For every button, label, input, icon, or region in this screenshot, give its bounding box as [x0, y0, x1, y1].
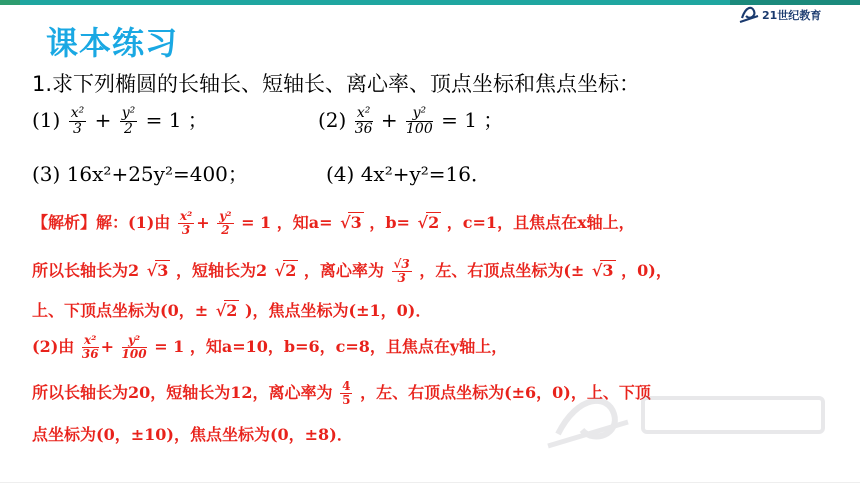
- fraction: [217, 210, 233, 237]
- question-item-1: (1) $\frac{\text{x²}}{3}$ + $\frac{\text{y²}}{2}$ = 1 ；: [32, 104, 208, 137]
- top-bar-segment-middle: [20, 0, 730, 5]
- sqrt-value: √ 3: [348, 212, 364, 232]
- fraction-denominator: 3: [73, 121, 82, 137]
- brand-logo-icon: [736, 2, 848, 26]
- fraction-numerator: y²: [121, 104, 136, 121]
- fraction-numerator: √3: [393, 257, 410, 271]
- fraction-numerator: y²: [219, 209, 232, 223]
- fraction-denominator: 5: [342, 393, 351, 408]
- question-item-4: [326, 158, 491, 187]
- equation-text: 4x²+y²=16．: [360, 162, 492, 186]
- solution-text: ，b=: [369, 213, 410, 233]
- question-intro: 1.求下列椭圆的长轴长、短轴长、离心率、顶点坐标和焦点坐标：: [32, 72, 641, 96]
- fraction: [340, 380, 352, 407]
- solution-text: ，c=1，且焦点在x轴上，: [446, 213, 635, 233]
- sqrt-value: √ 2: [224, 300, 240, 320]
- fraction-denominator: 36: [354, 121, 373, 137]
- fraction-denominator: 100: [406, 121, 433, 137]
- fraction-denominator: 2: [124, 121, 133, 137]
- sqrt-value: √ 2: [283, 260, 299, 280]
- fraction-denominator: 3: [397, 271, 406, 286]
- solution-text: 上、下顶点坐标为(0，±: [32, 301, 209, 320]
- solution-text: ，左、右顶点坐标为(±: [419, 261, 585, 281]
- equation-text: 16x²+25y²=400；: [66, 162, 248, 186]
- solution-text: )，焦点坐标为(±1，0)．: [244, 301, 432, 320]
- logo-text: 21世纪教育: [762, 9, 822, 22]
- bottom-divider: [0, 482, 860, 483]
- fraction-denominator: 100: [121, 347, 147, 362]
- solution-text: ，0)，: [621, 261, 672, 281]
- fraction-denominator: 2: [221, 223, 230, 238]
- question-item-3: [32, 158, 248, 187]
- fraction: [392, 258, 412, 285]
- solution-line-1: 【解析】解：(1)由 $\frac{\text{x²}}{3}$ + $\frac{\text{y²}}{2}$ = 1 ，知a= √ 3 ，b= √ 2 ，c=1，且焦点在x轴上，: [32, 210, 635, 237]
- solution-text: = 1 ，知a=: [241, 213, 333, 233]
- item-label: (4): [326, 162, 355, 186]
- fraction-numerator: x²: [70, 104, 85, 121]
- solution-line-3: [32, 298, 431, 321]
- watermark-logo-icon: [538, 384, 838, 454]
- solution-line-6: 点坐标为(0，±10)，焦点坐标为(0，±8)．: [32, 425, 353, 444]
- sqrt-value: √ 2: [426, 212, 442, 232]
- solution-text: = 1 ，知a=10，b=6，c=8，且焦点在y轴上，: [154, 337, 508, 357]
- solution-text: 所以长轴长为2: [32, 261, 140, 281]
- item-label: (2): [318, 108, 347, 132]
- fraction: [82, 334, 99, 361]
- solution-text: (2)由: [32, 337, 75, 357]
- sqrt-value: √ 3: [600, 260, 616, 280]
- fraction-numerator: y²: [122, 334, 147, 348]
- fraction: [120, 106, 138, 138]
- fraction-denominator: 36: [81, 347, 99, 362]
- solution-line-4: (2)由 $\frac{\text{x²}}{36}$ + $\frac{\text{y²}}{100}$ = 1 ，知a=10，b=6，c=8，且焦点在y轴上，: [32, 333, 508, 362]
- fraction-numerator: y²: [406, 106, 433, 122]
- solution-line-2: [32, 258, 672, 285]
- fraction-numerator: x²: [179, 209, 193, 223]
- item-label: (1): [32, 108, 61, 132]
- equation-rhs: = 1 ；: [441, 108, 504, 132]
- fraction: [406, 106, 433, 138]
- fraction-numerator: x²: [82, 334, 99, 348]
- fraction: [122, 334, 147, 361]
- sqrt-value: √ 3: [155, 260, 171, 280]
- fraction: [69, 106, 87, 138]
- fraction: [355, 106, 373, 138]
- solution-text: 所以长轴长为20，短轴长为12，离心率为: [32, 383, 333, 403]
- solution-text: ，离心率为: [303, 261, 384, 281]
- fraction-numerator: 4: [342, 379, 351, 393]
- top-accent-bar: [0, 0, 860, 5]
- page-title: 课本练习: [46, 24, 179, 62]
- solution-text: ，短轴长为2: [175, 261, 268, 281]
- solution-text: ，左、右顶点坐标为(±6，0)，上、下顶: [360, 383, 651, 403]
- equation-rhs: = 1 ；: [145, 108, 208, 132]
- solution-text: 【解析】解：(1)由: [32, 213, 171, 233]
- top-bar-segment-left: [0, 0, 20, 5]
- fraction-denominator: 3: [181, 223, 191, 238]
- item-label: (3): [32, 162, 61, 186]
- fraction: [178, 210, 194, 237]
- fraction-numerator: x²: [355, 106, 373, 122]
- question-item-2: (2) $\frac{\text{x²}}{36}$ + $\frac{\text{y²}}{100}$ = 1 ；: [318, 104, 504, 137]
